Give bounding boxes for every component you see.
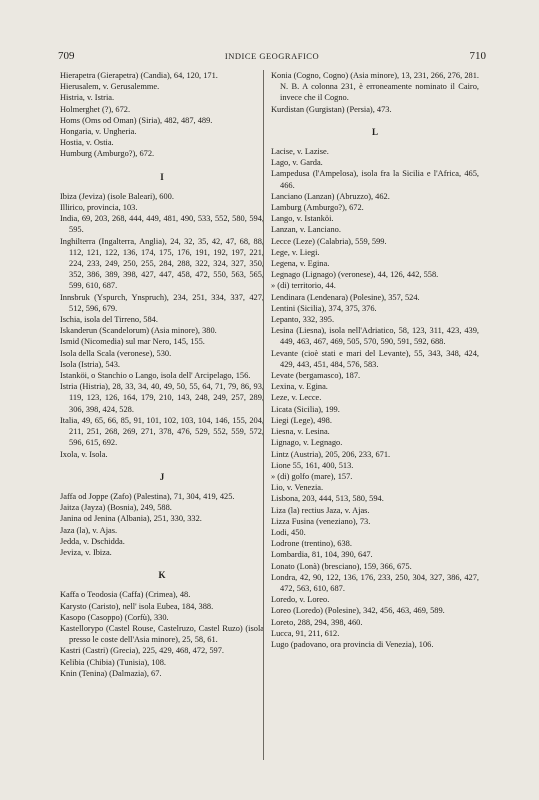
index-entry: Lizza Fusina (veneziano), 73. [271,516,371,526]
index-entry: Legnago (Lignago) (veronese), 44, 126, 442, 558. [271,270,439,280]
index-entry: Lampedusa (l'Ampelosa), isola fra la Sicilia e l'Africa, 465, 466. [271,169,479,190]
section-letter: L [371,126,378,137]
index-entry: Homs (Oms od Oman) (Siria), 482, 487, 489. [60,115,213,125]
section-letter: I [160,171,164,182]
index-entry: Liegi (Lege), 498. [271,415,332,425]
index-entry: Liza (la) rectius Jaza, v. Ajas. [271,505,370,515]
index-entry: Lione 55, 161, 400, 513. [271,460,354,470]
right-column [271,70,479,650]
index-entry: Jedda, v. Dschidda. [60,536,125,546]
index-entry: Kelibia (Chibia) (Tunisia), 108. [60,657,166,667]
index-entry: Kaffa o Teodosia (Caffa) (Crimea), 48. [60,590,191,600]
page-header [58,50,486,64]
index-entry: Jeviza, v. Ibiza. [60,547,112,557]
index-entry: Ixola, v. Isola. [60,449,108,459]
index-entry: Lanciano (Lanzan) (Abruzzo), 462. [271,191,390,201]
index-entry: Kurdistan (Gurgistan) (Persia), 473. [271,104,392,114]
index-entry: Hierapetra (Gierapetra) (Candia), 64, 120, 171. [60,71,218,80]
index-entry: Licata (Sicilia), 199. [271,404,340,414]
index-entry: Kastellorypo (Castel Rouse, Castelruzo, Castel Ruzo) (isola presso le coste dell'Asia minore), 25, 58, 61. [60,623,264,645]
index-entry: Isola (Istria), 543. [60,359,121,369]
index-entry: Istria (Histria), 28, 33, 34, 40, 49, 50, 55, 64, 71, 79, 86, 93, 119, 123, 126, 164, 179, 210, 143, 248, 249, 257, 289, 306, 398, 424, 528. [60,382,264,414]
index-entry: Jaitza (Jayza) (Bosnia), 249, 588. [60,503,172,513]
index-entry: Jaza (la), v. Ajas. [60,525,118,535]
index-entry: Levate (bergamasco), 187. [271,371,361,381]
index-entry: Kastri (Castri) (Grecia), 225, 429, 468, 472, 597. [60,646,224,656]
index-entry: Lodi, 450. [271,527,306,537]
index-entry: Lio, v. Venezia. [271,483,324,493]
index-entry: Janina od Jenina (Albania), 251, 330, 332. [60,514,202,524]
index-entry: Konia (Cogno, Cogno) (Asia minore), 13, 231, 266, 276, 281. N. B. A colonna 231, è erroneamente nominato il Cairo, invece che il Cogno. [271,71,479,103]
index-entry: Ibiza (Jeviza) (isole Baleari), 600. [60,191,174,201]
index-entry: India, 69, 203, 268, 444, 449, 481, 490, 533, 552, 580, 594, 595. [60,214,264,235]
index-entry: Hierusalem, v. Gerusalemme. [60,82,160,92]
index-entry: Loredo, v. Loreo. [271,595,330,605]
running-title: INDICE GEOGRAFICO [224,51,320,61]
index-entry: Lexina, v. Egina. [271,382,328,392]
index-entry: Knin (Tenina) (Dalmazia), 67. [60,668,162,678]
index-entry: Lecce (Leze) (Calabria), 559, 599. [271,236,387,246]
index-entry: Iskanderun (Scandelorum) (Asia minore), 380. [60,326,217,336]
index-entry: Lesina (Liesna), isola nell'Adriatico, 58, 123, 311, 423, 439, 449, 463, 467, 469, 505, 570, 590, 591, 592, 688. [271,326,479,347]
page-number-right: 710 [469,50,486,62]
index-entry: Lendinara (Lendenara) (Polesine), 357, 524. [271,292,420,302]
index-entry: Karysto (Caristo), nell' isola Eubea, 184, 388. [60,601,214,611]
index-entry: Lamburg (Amburgo?), 672. [271,203,364,213]
section-letter: J [159,471,165,482]
page-number-left: 709 [58,50,75,62]
index-entry: Londra, 42, 90, 122, 136, 176, 233, 250, 304, 327, 386, 427, 472, 563, 610, 687. [271,572,479,593]
index-entry: Legena, v. Egina. [271,259,330,269]
index-entry: Lugo (padovano, ora provincia di Venezia), 106. [271,639,434,649]
index-entry: Illirico, provincia, 103. [60,203,138,213]
index-entry: Innsbruk (Yspurch, Ynspruch), 234, 251, 334, 337, 427, 512, 596, 679. [60,292,264,313]
index-entry: Lango, v. Istanköi. [271,214,334,224]
index-entry: Lanzan, v. Lanciano. [271,225,341,235]
index-entry: Ischia, isola del Tirreno, 584. [60,315,158,325]
index-entry: Isola della Scala (veronese), 530. [60,348,172,358]
column-divider [263,70,264,760]
index-entry: Holmerghet (?), 672. [60,104,131,114]
index-entry: Jaffa od Joppe (Zafo) (Palestina), 71, 304, 419, 425. [60,491,235,501]
index-entry: Levante (cioè stati e mari del Levante), 55, 343, 348, 424, 429, 443, 451, 484, 576, 583. [271,348,479,369]
index-entry: Lago, v. Garda. [271,158,323,168]
index-entry: Lombardia, 81, 104, 390, 647. [271,550,373,560]
index-entry: Lege, v. Liegi. [271,247,320,257]
index-entry: Leze, v. Lecce. [271,393,322,403]
index-entry: Italia, 49, 65, 66, 85, 91, 101, 102, 103, 104, 146, 155, 204, 211, 251, 268, 269, 271, 378, 476, 529, 552, 559, 572, 596, 615, 692. [60,415,264,448]
index-entry: Kasopo (Casoppo) (Corfù), 330. [60,612,169,622]
index-entry: Lodrone (trentino), 638. [271,539,352,549]
index-entry: Ismid (Nicomedia) sul mar Nero, 145, 155. [60,337,205,347]
index-entry: Lepanto, 332, 395. [271,315,335,325]
index-entry: Histria, v. Istria. [60,93,115,103]
index-entry: Inghilterra (Ingalterra, Anglia), 24, 32, 35, 42, 47, 68, 88, 112, 121, 122, 136, 174, 175, 176, 191, 192, 197, 221, 224, 233, 249, 250, 255, 284, 288, 322, 324, 327, 350, 352, 386, 389, 398, 427, 447, 458, 472, 550, 563, 565, 599, 610, 687. [60,236,264,291]
left-column [60,70,264,679]
section-letter: K [158,570,166,581]
index-entry: Lignago, v. Legnago. [271,438,343,448]
index-entry: Lisbona, 203, 444, 513, 580, 594. [271,494,384,504]
index-entry: Loreo (Loredo) (Polesine), 342, 456, 463, 469, 589. [271,606,445,616]
index-entry: Hongaria, v. Ungheria. [60,127,137,137]
index-entry: Liesna, v. Lesina. [271,427,330,437]
index-entry: Lonato (Lonà) (bresciano), 159, 366, 675. [271,561,412,571]
index-entry: Lacise, v. Lazise. [271,147,329,157]
index-entry: Loreto, 288, 294, 398, 460. [271,617,363,627]
index-entry: » (di) golfo (mare), 157. [271,471,353,481]
index-entry: Lucca, 91, 211, 612. [271,628,340,638]
index-entry: Humburg (Amburgo?), 672. [60,149,155,159]
index-entry: Hostia, v. Ostia. [60,138,114,148]
index-entry: Lintz (Austria), 205, 206, 233, 671. [271,449,391,459]
index-entry: Lentini (Sicilia), 374, 375, 376. [271,303,377,313]
index-entry: » (di) territorio, 44. [271,281,336,291]
index-entry: Istanköi, o Stanchio o Lango, isola dell' Arcipelago, 156. [60,371,251,381]
